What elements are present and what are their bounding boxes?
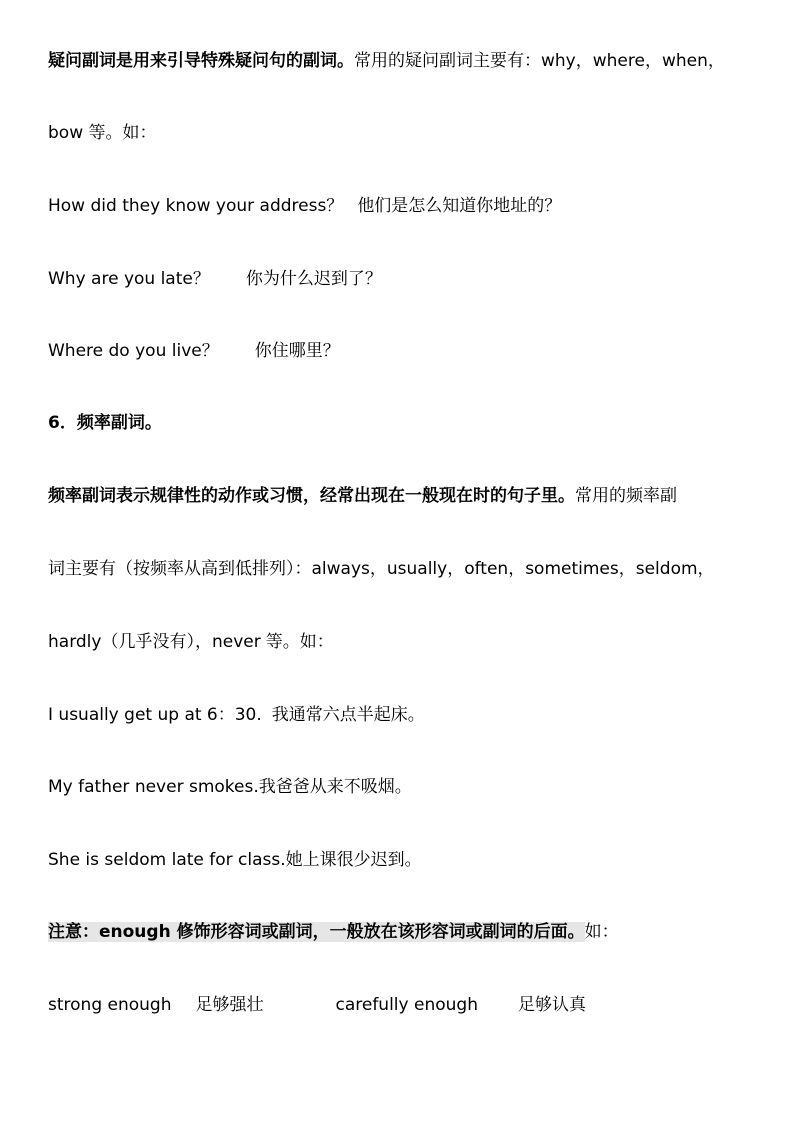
enough-example-chinese: 足够强壮 <box>195 995 264 1015</box>
example-english: I usually get up at 6：30. <box>48 705 262 725</box>
note-suffix: 如： <box>584 922 619 942</box>
example-english: Why are you late？ <box>48 269 210 289</box>
example-sentence <box>48 703 425 727</box>
example-english: How did they know your address？ <box>48 196 344 216</box>
example-sentence <box>48 848 422 872</box>
frequency-list-prefix: 词主要有（按频率从高到低排列）： <box>48 559 312 579</box>
example-sentence <box>48 194 561 218</box>
enough-example-english: strong enough <box>48 995 172 1015</box>
example-chinese: 你住哪里？ <box>254 341 340 361</box>
interrogative-list-text: 常用的疑问副词主要有：why，where，when， <box>354 51 725 71</box>
frequency-definition-bold: 频率副词表示规律性的动作或习惯，经常出现在一般现在时的句子里。 <box>48 486 575 506</box>
example-english: Where do you live？ <box>48 341 219 361</box>
frequency-intro-text: 常用的频率副 <box>575 486 677 506</box>
enough-example-english: carefully enough <box>335 995 478 1015</box>
paragraph-frequency-line2 <box>48 557 715 581</box>
note-line <box>48 920 619 944</box>
paragraph-frequency-line1 <box>48 484 677 508</box>
interrogative-list-continuation: bow 等。如： <box>48 123 157 143</box>
paragraph-interrogative-line1 <box>48 49 725 73</box>
paragraph-interrogative-line2 <box>48 121 157 145</box>
example-chinese: 我通常六点半起床。 <box>271 705 425 725</box>
enough-example-chinese: 足够认真 <box>517 995 586 1015</box>
example-chinese: 他们是怎么知道你地址的？ <box>357 196 562 216</box>
example-english: My father never smokes. <box>48 777 259 797</box>
frequency-word-list: always，usually，often，sometimes，seldom， <box>311 559 715 579</box>
note-highlight: 注意：enough 修饰形容词或副词，一般放在该形容词或副词的后面。 <box>48 922 585 942</box>
paragraph-frequency-line3 <box>48 630 334 654</box>
example-chinese: 我爸爸从来不吸烟。 <box>258 777 412 797</box>
section-heading: 6．频率副词。 <box>48 413 162 433</box>
frequency-line-end: 等。如： <box>265 632 334 652</box>
example-sentence <box>48 267 382 291</box>
example-sentence <box>48 775 412 799</box>
example-sentence <box>48 339 340 363</box>
frequency-word-never: never <box>211 632 261 652</box>
example-chinese: 她上课很少迟到。 <box>285 850 422 870</box>
interrogative-definition-bold: 疑问副词是用来引导特殊疑问句的副词。 <box>48 51 354 71</box>
example-english: She is seldom late for class. <box>48 850 286 870</box>
example-chinese: 你为什么迟到了？ <box>245 269 382 289</box>
enough-examples-line <box>48 993 586 1017</box>
frequency-word-hardly: hardly <box>48 632 102 652</box>
frequency-note: （几乎没有）， <box>101 632 212 652</box>
